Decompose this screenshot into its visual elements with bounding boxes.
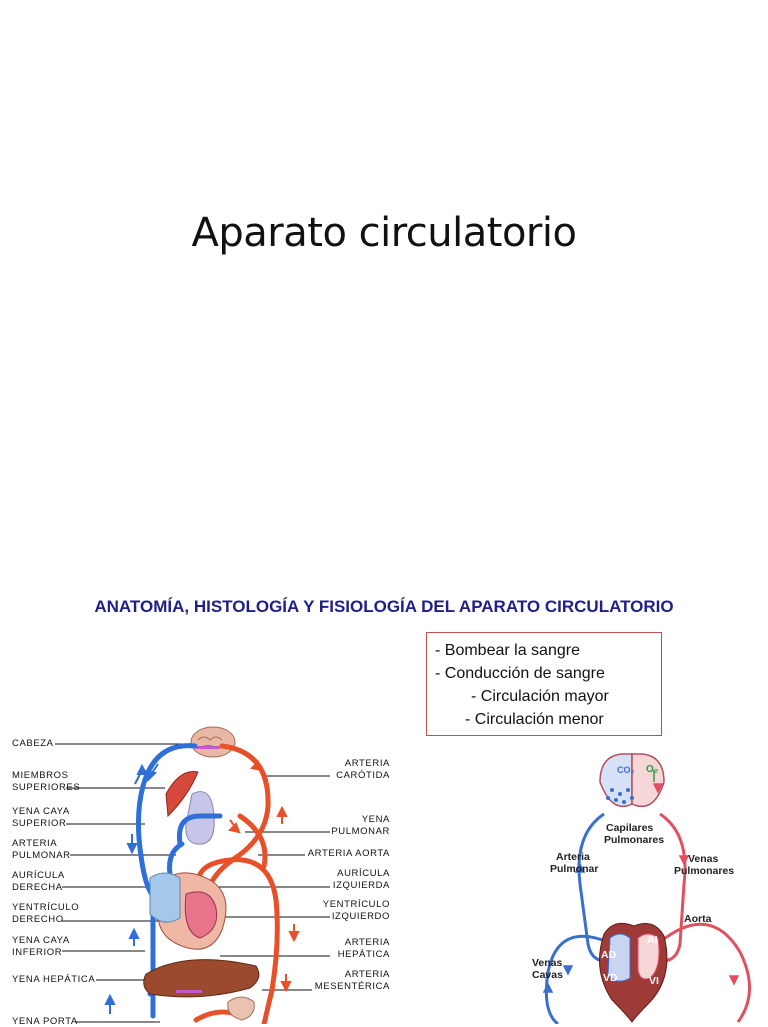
function-item: - Bombear la sangre [435,642,580,659]
label-arteria: ARTERIA [12,838,58,849]
label-capilares: Capilares [606,822,654,834]
label-aorta: Aorta [684,913,712,925]
label-derecho: DERECHO [12,914,64,925]
label-cabeza: CABEZA [12,738,54,749]
label-pulmonar: PULMONAR [12,850,71,861]
label-arteria-r2: ARTERIA [344,937,390,948]
label-vi: VI [649,975,659,987]
slide-title: Aparato circulatorio [191,210,577,256]
label-ventriculo: YENTRÍCULO [12,902,80,913]
label-vena-porta: YENA PORTA [12,1016,78,1027]
label-hepatica: HEPÁTICA [337,949,390,960]
label-derecha: DERECHA [12,882,63,893]
label-izquierda: IZQUIERDA [332,880,390,891]
function-item: - Conducción de sangre [435,665,605,682]
label-arteria-pulmonar-2: Pulmonar [550,863,599,875]
label-carotida: CARÓTIDA [336,770,390,781]
function-subitem: - Circulación menor [465,711,604,728]
label-co2: CO₂ [617,765,635,775]
label-ai: AI [647,934,658,946]
label-ad: AD [601,949,617,961]
function-subitem: - Circulación mayor [471,688,609,705]
label-vena-r: YENA [361,814,390,825]
label-arteria-aorta: ARTERIA AORTA [307,848,390,859]
label-o2: O₂ [646,764,659,775]
label-auricula-r: AURÍCULA [337,868,390,879]
label-venas-cavas: Venas [532,957,563,969]
label-vena-hepatica: YENA HEPÁTICA [12,974,96,985]
label-venas-pulmonares: Venas [688,853,719,865]
section-heading: ANATOMÍA, HISTOLOGÍA Y FISIOLOGÍA DEL APARATO CIRCULATORIO [94,597,674,616]
label-miembros: MIEMBROS [12,770,69,781]
label-auricula: AURÍCULA [12,870,65,881]
label-vena-cava-sup: YENA CAYA [12,806,70,817]
label-venas-cavas-2: Cavas [532,969,563,981]
label-vd: VD [603,972,618,984]
label-ventriculo-r: YENTRÍCULO [322,899,390,910]
label-izquierdo: IZQUIERDO [331,911,390,922]
label-venas-pulmonares-2: Pulmonares [674,865,735,877]
label-arteria-r3: ARTERIA [344,969,390,980]
label-vena-cava-inf: YENA CAYA [12,935,70,946]
label-arteria-r1: ARTERIA [344,758,390,769]
label-inferior: INFERIOR [12,947,63,958]
label-pulmonar-r: PULMONAR [331,826,390,837]
label-capilares-pulmonares: Pulmonares [604,834,665,846]
functions-box [426,632,662,736]
label-mesenterica: MESENTÉRICA [314,981,390,992]
label-arteria-pulmonar: Arteria [556,851,590,863]
label-superior: SUPERIOR [12,818,67,829]
label-superiores: SUPERIORES [12,782,81,793]
